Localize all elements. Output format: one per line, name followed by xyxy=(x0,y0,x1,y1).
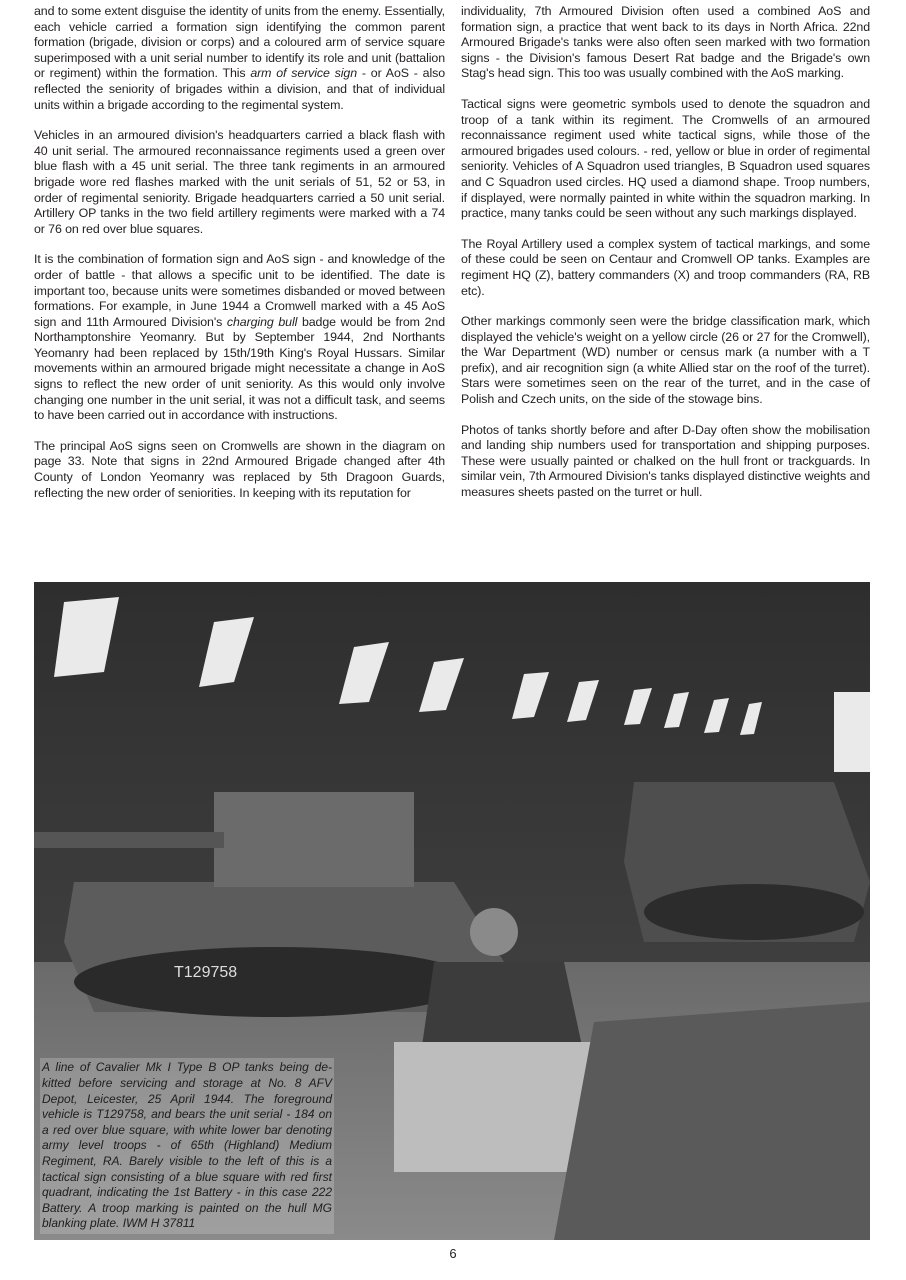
paragraph-text: The principal AoS signs seen on Cromwells are shown in the diagram on page 33. Note that signs in 22nd Armoured Brigade changed after 4th County of London Yeomanry was replaced by 5th Dragoon Guards, reflecting the new order of seniorities. In keeping with its reputation for xyxy=(34,438,445,500)
paragraph-text: Tactical signs were geometric symbols used to denote the squadron and troop of a tank within its regiment. The Cromwells of an armoured reconnaissance regiment used white tactical signs, while those of the armoured brigades used colours. - red, yellow or blue in order of regimental seniority. Vehicles of A Squadron used triangles, B Squadron used squares and C Squadron used circles. HQ used a diamond shape. Troop numbers, if displayed, were normally painted in white within the squadron marking. In practice, many tanks could be seen without any such markings displayed. xyxy=(461,96,870,221)
paragraph-text: and to some extent disguise the identity of units from the enemy. Essentially, each vehicle carried a formation sign identifying the common parent formation (brigade, division or corps) and a coloured arm of service square superimposed with a unit serial number to identify its role and unit (battalion or regiment) within the formation. This xyxy=(34,4,445,81)
page-number: 6 xyxy=(449,1246,457,1261)
italic-term: charging bull xyxy=(226,314,298,329)
paragraph-text: Photos of tanks shortly before and after D-Day often show the mobilisation and landing ship numbers used for transportation and shipping purposes. These were usually painted or chalked on the hull front or trackguards. In similar vein, 7th Armoured Division's tanks displayed distinctive weights and measures sheets pasted on the turret or hull. xyxy=(461,422,870,500)
paragraph-text: badge would be from 2nd Northamptonshire Yeomanry. But by September 1944, 2nd Northants Yeomanry had been replaced by 15th/19th King's Royal Hussars. Similar movements within an armoured brigade might necessitate a change in AoS signs to reflect the new order of unit seniority. As this would only involve changing one number in the unit serial, it was not a difficult task, and seems to have been carried out in accordance with instructions. xyxy=(34,314,445,423)
paragraph-text: The Royal Artillery used a complex system of tactical markings, and some of these could be seen on Centaur and Cromwell OP tanks. Examples are regiment HQ (Z), battery commanders (X) and troop commanders (RA, RB etc). xyxy=(461,236,870,298)
paragraph-text: - or AoS - also reflected the seniority of brigades within a division, and that of individual units within a brigade according to the regimental system. xyxy=(34,66,446,112)
paragraph xyxy=(461,237,870,299)
italic-term: arm of service sign xyxy=(250,66,358,81)
paragraph xyxy=(461,4,870,82)
svg-text:T129758: T129758 xyxy=(174,964,238,981)
paragraph xyxy=(461,314,870,408)
left-text-column xyxy=(34,4,445,516)
right-text-column xyxy=(461,4,870,516)
paragraph-text: Other markings commonly seen were the bridge classification mark, which displayed the vehicle's weight on a yellow circle (26 or 27 for the Cromwell), the War Department (WD) number or census mark (a number with a T prefix), and air recognition sign (a white Allied star on the roof of the turret). Stars were sometimes seen on the rear of the turret, and in the case of Polish and Czech units, on the side of the stowage bins. xyxy=(461,314,870,407)
photo-cavalier-tanks xyxy=(34,582,870,1240)
paragraph xyxy=(34,4,445,113)
paragraph xyxy=(34,252,445,424)
photo-caption: A line of Cavalier Mk I Type B OP tanks being de-kitted before servicing and storage at No. 8 AFV Depot, Leicester, 25 April 1944. The foreground vehicle is T129758, and bears the unit serial - 184 on a red over blue square, with white lower bar denoting army level troops - of 65th (Highland) Medium Regiment, RA. Barely visible to the left of this is a tactical sign consisting of a blue square with red first quadrant, indicating the 1st Battery - in this case 222 Battery. A troop marking is painted on the hull MG blanking plate. IWM H 37811 xyxy=(40,1058,334,1234)
paragraph-text: It is the combination of formation sign and AoS sign - and knowledge of the order of battle - that allows a specific unit to be identified. The date is important too, because units were sometimes disbanded or moved between formations. For example, in June 1944 a Cromwell marked with a 45 AoS sign and 11th Armoured Division's xyxy=(34,252,445,329)
paragraph xyxy=(461,97,870,222)
paragraph-text: individuality, 7th Armoured Division often used a combined AoS and formation sign, a practice that went back to its days in North Africa. 22nd Armoured Brigade's tanks were also often seen marked with two formation signs - the Division's famous Desert Rat badge and the Brigade's own Stag's head sign. This too was usually combined with the AoS marking. xyxy=(461,4,870,81)
paragraph xyxy=(34,128,445,237)
paragraph xyxy=(34,439,445,501)
paragraph xyxy=(461,423,870,501)
crate xyxy=(394,1042,594,1172)
paragraph-text: Vehicles in an armoured division's headquarters carried a black flash with 40 unit serial. The armoured reconnaissance regiments used a green over blue flash with a 45 unit serial. The three tank regiments in an armoured brigade wore red flashes marked with the unit serials of 51, 52 or 53, in order of regimental seniority. Brigade headquarters carried a 50 unit serial. Artillery OP tanks in the two field artillery regiments were marked with a 74 or 76 on red over blue squares. xyxy=(34,128,445,236)
tank-background xyxy=(624,782,870,942)
